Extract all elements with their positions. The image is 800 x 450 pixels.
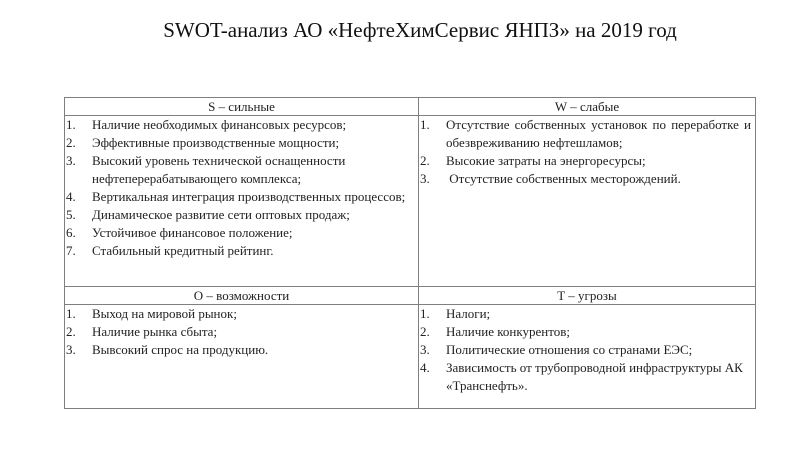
item-number: 2. (420, 324, 430, 339)
item-text: Отсутствие собственных месторождений. (446, 171, 681, 186)
strengths-list (65, 116, 418, 260)
item-number: 4. (66, 189, 76, 204)
item-text: Политические отношения со странами ЕЭС; (446, 342, 693, 357)
item-text: Зависимость от трубопроводной инфраструктуры АК «Транснефть». (446, 360, 743, 393)
item-number: 1. (66, 117, 76, 132)
threats-cell (419, 305, 756, 409)
item-number: 7. (66, 243, 76, 258)
list-item (419, 305, 755, 323)
list-item (419, 170, 755, 188)
list-item (419, 341, 755, 359)
opportunities-cell (65, 305, 419, 409)
list-item (65, 323, 418, 341)
list-item (419, 323, 755, 341)
item-text: Наличие конкурентов; (446, 324, 570, 339)
weaknesses-header: W – слабые (419, 98, 756, 116)
swot-header-row-top (65, 98, 756, 116)
item-text: Выход на мировой рынок; (92, 306, 237, 321)
weaknesses-cell (419, 116, 756, 287)
item-number: 2. (66, 135, 76, 150)
item-text: Налоги; (446, 306, 491, 321)
threats-header: T – угрозы (419, 287, 756, 305)
item-text: Устойчивое финансовое положение; (92, 225, 293, 240)
swot-body-row-bottom (65, 305, 756, 409)
list-item (65, 224, 418, 242)
list-item (419, 116, 755, 152)
opportunities-list (65, 305, 418, 359)
list-item (65, 134, 418, 152)
opportunities-header: O – возможности (65, 287, 419, 305)
item-number: 2. (420, 153, 430, 168)
item-text: Наличие рынка сбыта; (92, 324, 218, 339)
weaknesses-list (419, 116, 755, 188)
item-number: 3. (66, 342, 76, 357)
list-item (65, 152, 418, 188)
swot-body-row-top (65, 116, 756, 287)
list-item (65, 116, 418, 134)
item-number: 1. (420, 117, 430, 132)
item-text: Стабильный кредитный рейтинг. (92, 243, 274, 258)
item-text: Высокий уровень технической оснащенности нефтеперерабатывающего комплекса; (92, 153, 346, 186)
item-number: 2. (66, 324, 76, 339)
item-text: Высокие затраты на энергоресурсы; (446, 153, 646, 168)
item-text: Наличие необходимых финансовых ресурсов; (92, 117, 347, 132)
list-item (65, 341, 418, 359)
item-number: 1. (420, 306, 430, 321)
item-number: 6. (66, 225, 76, 240)
threats-list (419, 305, 755, 395)
item-number: 1. (66, 306, 76, 321)
item-text: Эффективные производственные мощности; (92, 135, 340, 150)
item-text: Динамическое развитие сети оптовых продаж; (92, 207, 350, 222)
item-number: 3. (66, 153, 76, 168)
item-text: Вывсокий спрос на продукцию. (92, 342, 269, 357)
item-number: 5. (66, 207, 76, 222)
list-item (65, 206, 418, 224)
swot-header-row-bottom (65, 287, 756, 305)
strengths-header: S – сильные (65, 98, 419, 116)
item-number: 4. (420, 360, 430, 375)
list-item (419, 152, 755, 170)
list-item (419, 359, 755, 395)
strengths-cell (65, 116, 419, 287)
item-text: Вертикальная интеграция производственных процессов; (92, 189, 406, 204)
page-title: SWOT-анализ АО «НефтеХимСервис ЯНПЗ» на 2019 год (163, 18, 677, 42)
list-item (65, 242, 418, 260)
list-item (65, 305, 418, 323)
item-text: Отсутствие собственных установок по переработке и обезвреживанию нефтешламов; (446, 117, 751, 150)
list-item (65, 188, 418, 206)
item-number: 3. (420, 171, 430, 186)
item-number: 3. (420, 342, 430, 357)
swot-table (64, 97, 756, 409)
